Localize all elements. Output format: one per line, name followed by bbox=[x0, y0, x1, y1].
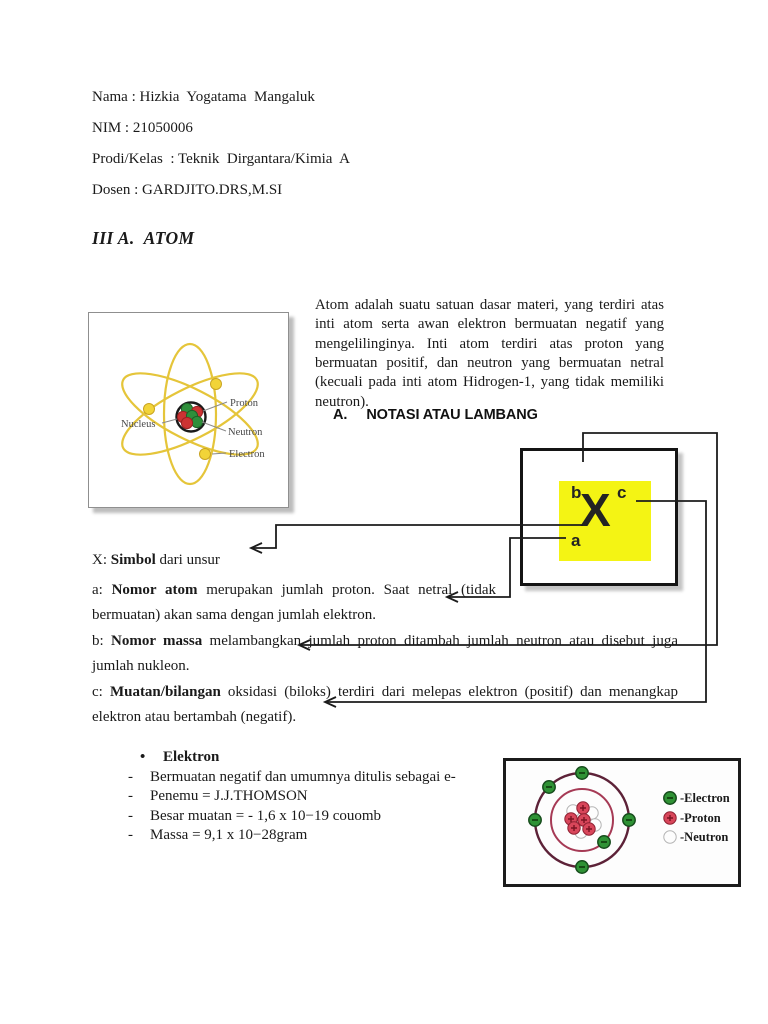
list-item bbox=[128, 807, 456, 827]
definition-term: Simbol bbox=[110, 552, 156, 568]
definition-rest: merupakan jumlah proton. Saat netral (tidak bermuatan) akan sama dengan jumlah elektron. bbox=[92, 582, 497, 623]
student-nim-line: NIM : 21050006 bbox=[92, 120, 193, 136]
definition-rest: dari unsur bbox=[155, 552, 220, 568]
title-text: ATOM bbox=[143, 228, 195, 248]
electron-dot-icon bbox=[211, 379, 222, 390]
student-prodi-line: Prodi/Kelas : Teknik Dirgantara/Kimia A bbox=[92, 151, 350, 167]
definition-prefix: a: bbox=[92, 582, 112, 598]
electron-list-title-row bbox=[128, 748, 456, 768]
legend-neutron-icon bbox=[664, 831, 676, 843]
title-numeral: III A. bbox=[92, 228, 135, 248]
definition-term: Muatan/bilangan bbox=[109, 684, 221, 700]
dash-icon: - bbox=[128, 807, 133, 824]
electron-list-title: Elektron bbox=[163, 749, 220, 765]
list-item bbox=[128, 787, 456, 807]
legend bbox=[664, 791, 730, 844]
atomic-number-label: a bbox=[571, 531, 581, 550]
student-info bbox=[92, 82, 350, 206]
rutherford-atom-figure bbox=[88, 312, 289, 508]
element-symbol: X bbox=[580, 484, 611, 536]
legend-proton-label: -Proton bbox=[680, 811, 721, 825]
definition-prefix: c: bbox=[92, 684, 110, 700]
section-number: A. bbox=[333, 407, 348, 423]
list-item-text: Massa = 9,1 x 10−28gram bbox=[150, 827, 308, 844]
electron-dot-icon bbox=[200, 449, 211, 460]
proton-label: Proton bbox=[230, 398, 259, 409]
definition-charge bbox=[92, 680, 678, 730]
student-name-line: Nama : Hizkia Yogatama Mangaluk bbox=[92, 89, 315, 105]
notation-figure bbox=[520, 448, 678, 586]
list-item-text: Besar muatan = - 1,6 x 10−19 couomb bbox=[150, 807, 382, 824]
electron-label: Electron bbox=[229, 449, 265, 460]
list-item-text: Bermuatan negatif dan umumnya ditulis sebagai e- bbox=[150, 768, 456, 785]
bohr-model-figure bbox=[503, 758, 741, 887]
mass-number-label: b bbox=[571, 483, 582, 502]
definition-term: Nomor atom bbox=[111, 582, 198, 598]
definition-rest: melambangkan jumlah proton ditambah jumlah neutron atau disebut juga jumlah nukleon. bbox=[92, 633, 679, 674]
bohr-illustration bbox=[506, 761, 732, 878]
electron-dot-icon bbox=[144, 404, 155, 415]
definition-mass-number bbox=[92, 629, 678, 679]
atom-illustration bbox=[89, 313, 286, 505]
section-title: NOTASI ATAU LAMBANG bbox=[366, 407, 538, 423]
definition-rest: oksidasi (biloks) terdiri dari melepas elektron (positif) dan menangkap elektron atau bertambah (negatif). bbox=[92, 684, 678, 725]
definition-term: Nomor massa bbox=[111, 633, 203, 649]
dash-icon: - bbox=[128, 827, 133, 844]
definition-atomic-number bbox=[92, 578, 496, 628]
dash-icon: - bbox=[128, 768, 133, 785]
nucleus-label: Nucleus bbox=[121, 419, 156, 430]
nucleus-cluster-icon bbox=[565, 802, 601, 838]
electron-list bbox=[128, 748, 456, 846]
bullet-icon: • bbox=[140, 749, 146, 765]
section-heading bbox=[333, 407, 538, 423]
intro-paragraph: Atom adalah suatu satuan dasar materi, yang terdiri atas inti atom serta awan elektron bermuatan negatif yang mengelilinginya. Inti atom terdiri atas proton yang bermuatan positif, dan neutron yang bermuatan netral (kecuali pada inti atom Hidrogen-1, yang tidak memiliki neutron). bbox=[315, 296, 664, 410]
element-symbol-box bbox=[559, 481, 651, 561]
legend-electron-label: -Electron bbox=[680, 791, 730, 805]
list-item-text: Penemu = J.J.THOMSON bbox=[150, 788, 308, 805]
nucleus-balls-icon bbox=[177, 403, 202, 428]
definition-prefix: X: bbox=[92, 552, 111, 568]
definition-prefix: b: bbox=[92, 633, 111, 649]
dash-icon: - bbox=[128, 788, 133, 805]
list-item bbox=[128, 768, 456, 788]
neutron-label: Neutron bbox=[228, 427, 263, 438]
legend-neutron-label: -Neutron bbox=[680, 830, 729, 844]
student-dosen-line: Dosen : GARDJITO.DRS,M.SI bbox=[92, 182, 283, 198]
page-title bbox=[92, 228, 195, 249]
list-item bbox=[128, 826, 456, 846]
charge-label: c bbox=[617, 483, 627, 502]
definition-symbol bbox=[92, 548, 392, 573]
